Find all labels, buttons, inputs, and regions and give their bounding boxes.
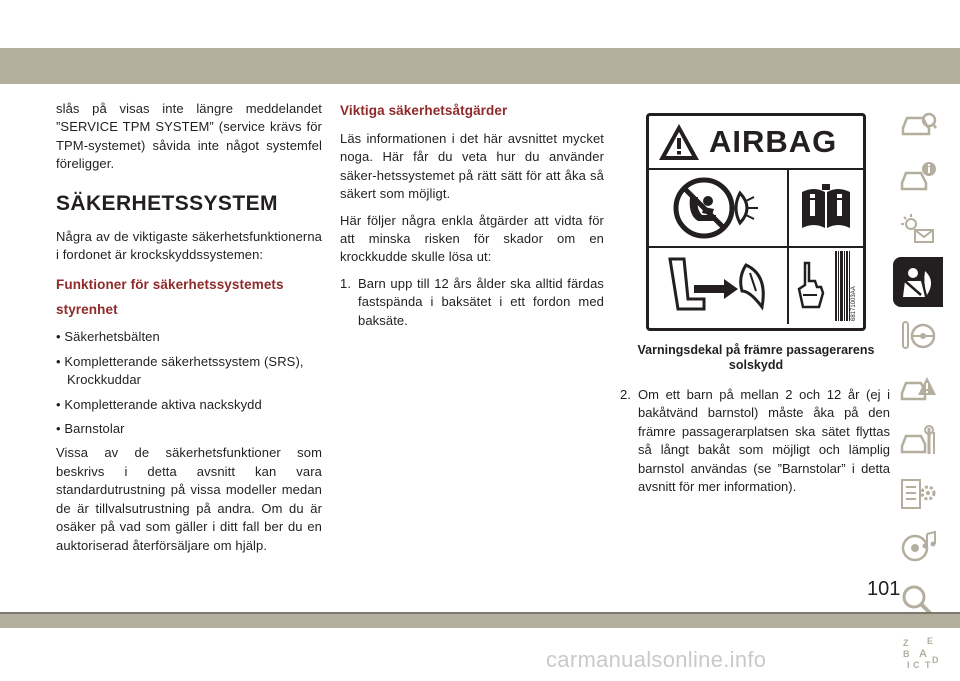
step-text: Barn upp till 12 års ålder ska alltid färdas fastspända i baksätet i ett fordon med baksäte. — [358, 275, 604, 328]
steering-wheel-icon — [899, 318, 937, 352]
safety-icon — [899, 265, 937, 299]
chapter-tabs — [893, 98, 943, 681]
tab-car-info[interactable] — [893, 151, 943, 201]
right-column — [620, 386, 890, 502]
numbered-step — [620, 386, 890, 496]
svg-text:A: A — [919, 648, 927, 660]
bullet-item: • Kompletterande säkerhetssystem (SRS), Krockkuddar — [56, 353, 304, 388]
step-number: 1. — [340, 275, 352, 291]
bullet-item: • Barnstolar — [56, 421, 125, 437]
intro-paragraph: slås på visas inte längre meddelandet ”SERVICE TPM SYSTEM” (service krävs för TPM-systemet) såvida inte något systemfel föreligger. — [56, 101, 322, 172]
tab-car-tools[interactable] — [893, 416, 943, 466]
tab-index[interactable] — [893, 628, 943, 678]
label-header — [649, 116, 863, 170]
label-title: AIRBAG — [709, 124, 838, 159]
step-text: Om ett barn på mellan 2 och 12 år (ej i bakåtvänd barnstol) måste åka på den främre passagerarplatsen ska sätet flyttas så långt bakåt som möjligt och lämplig barnstol användas (se ”Barnstolar” i detta avsnitt för mer information). — [638, 387, 890, 495]
car-inspect-icon — [899, 106, 937, 140]
tab-dashboard-lights[interactable] — [893, 204, 943, 254]
dashboard-lights-icon — [899, 212, 937, 246]
tab-car-inspect[interactable] — [893, 98, 943, 148]
barcode-icon — [835, 251, 857, 321]
svg-text:D: D — [932, 655, 939, 665]
svg-text:Z: Z — [903, 638, 909, 648]
svg-text:I: I — [907, 660, 910, 670]
index-icon — [899, 636, 937, 670]
step-number: 2. — [620, 387, 631, 402]
seat-airbag-distance-icon — [658, 251, 778, 321]
car-warning-icon — [899, 371, 937, 405]
warning-triangle-icon — [657, 122, 701, 162]
tab-steering[interactable] — [893, 310, 943, 360]
left-column — [56, 100, 322, 563]
barcode-label: 68171003AA — [851, 286, 857, 321]
subsection-heading: Viktiga säkerhetsåtgärder — [340, 103, 508, 118]
svg-text:B: B — [903, 649, 910, 659]
watermark: carmanualsonline.info — [546, 647, 767, 672]
page-number: 101 — [867, 578, 901, 600]
paragraph: Här följer några enkla åtgärder att vidta för att minska risken för skador om en krockkudde skulle lösa ut: — [340, 212, 604, 265]
hand-finger-icon — [795, 259, 829, 313]
tab-specs[interactable] — [893, 469, 943, 519]
car-tools-icon — [899, 424, 937, 458]
numbered-step — [340, 275, 604, 330]
svg-text:T: T — [925, 660, 931, 670]
bullet-item: • Säkerhetsbälten — [56, 329, 160, 345]
car-info-icon — [899, 159, 937, 193]
lead-paragraph: Några av de viktigaste säkerhetsfunktionerna i fordonet är krockskyddssystemen: — [56, 228, 322, 263]
svg-text:E: E — [927, 636, 934, 646]
middle-column — [340, 100, 604, 336]
paragraph: Läs informationen i det här avsnittet mycket noga. Här får du veta hur du använder säker-hetssystemet på rätt sätt för att åka så säkert som möjligt. — [340, 131, 604, 202]
tab-safety[interactable] — [893, 257, 943, 307]
svg-text:C: C — [913, 660, 920, 670]
section-heading: SÄKERHETSSYSTEM — [56, 191, 278, 215]
read-manual-icon — [798, 182, 854, 234]
closing-paragraph: Vissa av de säkerhetsfunktioner som beskrivs i detta avsnitt kan vara standardutrustning på vissa modeller medan de är tillvalsutrustning på andra. Om du är osäker på vad som gäller i ditt fall ber du en auktoriserad återförsäljare om hjälp. — [56, 445, 322, 553]
no-rear-facing-seat-icon — [658, 175, 778, 241]
airbag-warning-label — [646, 113, 866, 331]
tab-car-warning[interactable] — [893, 363, 943, 413]
subsection-heading: Funktioner för säkerhetssystemets styrenhet — [56, 277, 284, 318]
top-band — [0, 48, 960, 84]
bottom-band — [0, 612, 960, 628]
tab-multimedia[interactable] — [893, 522, 943, 572]
multimedia-icon — [899, 530, 937, 564]
bullet-item: • Kompletterande aktiva nackskydd — [56, 396, 262, 412]
figure-caption: Varningsdekal på främre passagerarens solskydd — [637, 343, 875, 372]
specs-icon — [899, 477, 937, 511]
